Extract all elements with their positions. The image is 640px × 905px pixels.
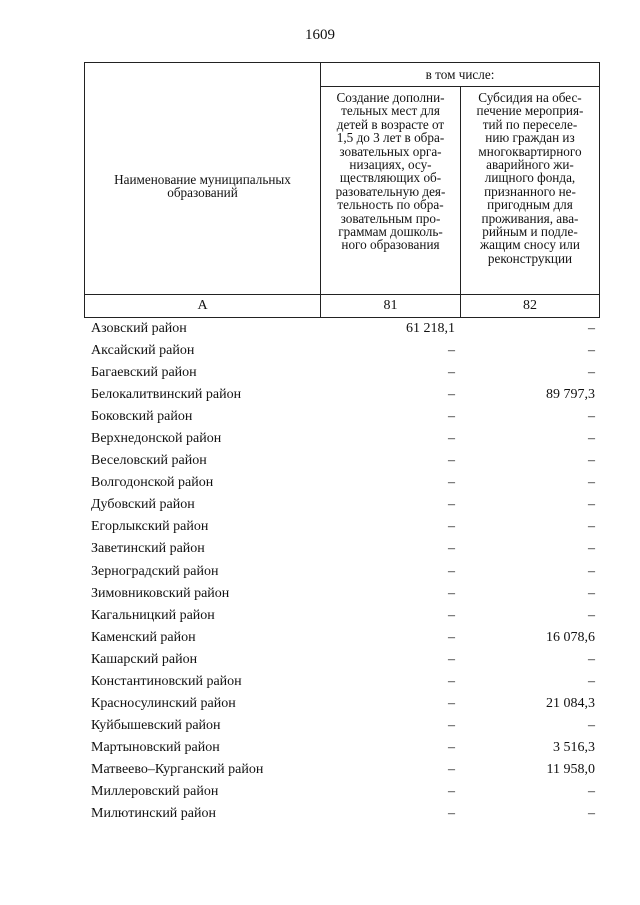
value-col-82: –	[588, 783, 595, 799]
header-col-81-line: разовательную дея-	[335, 183, 446, 199]
table-row	[84, 627, 600, 649]
header-col-82-line: лищного фонда,	[484, 170, 576, 186]
district-name: Мартыновский район	[91, 739, 220, 755]
value-col-82: 16 078,6	[546, 629, 595, 645]
district-name: Матвеево–Курганский район	[91, 761, 264, 777]
table-row	[84, 561, 600, 583]
value-col-82: –	[588, 431, 595, 447]
table-row	[84, 318, 600, 340]
table-row	[84, 494, 600, 516]
header-col-82-line: аварийного жи-	[486, 157, 574, 173]
table-body	[84, 318, 600, 825]
header-col-81-line: ного образования	[341, 237, 440, 253]
value-col-81: –	[448, 409, 455, 425]
value-col-81: 61 218,1	[406, 321, 455, 336]
table-row	[84, 781, 600, 803]
district-name: Егорлыкский район	[91, 519, 209, 535]
header-col-82-line: признанного не-	[484, 183, 576, 199]
column-number-a: А	[84, 294, 321, 318]
table-row	[84, 759, 600, 781]
district-name: Волгодонской район	[91, 475, 214, 491]
table-row	[84, 803, 600, 825]
value-col-82: –	[588, 321, 595, 336]
value-col-81: –	[448, 607, 455, 623]
district-name: Азовский район	[91, 321, 187, 336]
header-including: в том числе:	[320, 62, 600, 87]
district-name: Миллеровский район	[91, 783, 219, 799]
header-col-82-line: многоквартирного	[478, 143, 582, 159]
table-row	[84, 362, 600, 384]
district-name: Багаевский район	[91, 365, 197, 381]
value-col-82: 11 958,0	[546, 761, 595, 777]
value-col-82: –	[588, 409, 595, 425]
value-col-81: –	[448, 629, 455, 645]
table-row	[84, 605, 600, 627]
table-row	[84, 406, 600, 428]
value-col-81: –	[448, 453, 455, 469]
value-col-81: –	[448, 651, 455, 667]
header-col-82-line: пригодным для	[487, 197, 573, 213]
district-name: Милютинский район	[91, 806, 217, 822]
header-col-81-line: 1,5 до 3 лет в обра-	[336, 130, 445, 146]
header-col-82-line: нию граждан из	[485, 130, 575, 146]
table-row	[84, 649, 600, 671]
value-col-82: –	[588, 717, 595, 733]
table-row	[84, 516, 600, 538]
district-name: Каменский район	[91, 629, 196, 645]
table-row	[84, 715, 600, 737]
value-col-81: –	[448, 343, 455, 359]
header-col-81-line: ществляющих об-	[339, 170, 442, 186]
value-col-82: –	[588, 519, 595, 535]
table-row	[84, 428, 600, 450]
value-col-81: –	[448, 497, 455, 513]
district-name: Красносулинский район	[91, 695, 236, 711]
value-col-82: –	[588, 475, 595, 491]
header-col-81-line: зовательным про-	[340, 210, 441, 226]
district-name: Кагальницкий район	[91, 607, 215, 623]
table-header	[84, 62, 600, 318]
table-row	[84, 472, 600, 494]
value-col-82: –	[588, 343, 595, 359]
header-col-82-line: жащим сносу или	[480, 237, 580, 253]
value-col-81: –	[448, 695, 455, 711]
district-name: Аксайский район	[91, 343, 195, 359]
district-name: Константиновский район	[91, 673, 242, 689]
district-name: Куйбышевский район	[91, 717, 221, 733]
value-col-81: –	[448, 519, 455, 535]
header-col-82	[460, 86, 600, 295]
value-col-82: –	[588, 651, 595, 667]
value-col-81: –	[448, 365, 455, 381]
header-col-81-line: низациях, осу-	[349, 157, 432, 173]
header-col-82-line: реконструкции	[487, 250, 573, 266]
value-col-82: –	[588, 563, 595, 579]
table-row	[84, 450, 600, 472]
page-number: 1609	[305, 27, 335, 43]
header-col-81-line: Создание дополни-	[336, 90, 445, 105]
column-number-82: 82	[460, 294, 600, 318]
header-municipality-name-text: Наименование муниципальных образований	[114, 171, 291, 200]
header-col-82-line: Субсидия на обес-	[478, 90, 582, 105]
value-col-81: –	[448, 387, 455, 403]
header-col-82-line: проживания, ава-	[481, 210, 579, 226]
district-name: Боковский район	[91, 409, 193, 425]
header-col-82-line: рийным и подле-	[482, 224, 578, 240]
value-col-82: 21 084,3	[546, 695, 595, 711]
value-col-81: –	[448, 585, 455, 601]
value-col-82: –	[588, 806, 595, 822]
table-row	[84, 693, 600, 715]
header-col-81-line: тельность по обра-	[337, 197, 444, 213]
value-col-82: –	[588, 607, 595, 623]
value-col-81: –	[448, 783, 455, 799]
table-row	[84, 538, 600, 560]
value-col-81: –	[448, 541, 455, 557]
value-col-82: –	[588, 585, 595, 601]
district-name: Дубовский район	[91, 497, 195, 513]
header-col-82-line: печение мероприя-	[476, 103, 584, 119]
header-col-81-line: детей в возрасте от	[336, 116, 445, 132]
table-row	[84, 340, 600, 362]
district-name: Зерноградский район	[91, 563, 219, 579]
value-col-81: –	[448, 739, 455, 755]
value-col-81: –	[448, 806, 455, 822]
value-col-82: –	[588, 673, 595, 689]
value-col-81: –	[448, 761, 455, 777]
district-name: Верхнедонской район	[91, 431, 222, 447]
value-col-82: –	[588, 497, 595, 513]
district-name: Кашарский район	[91, 651, 198, 667]
district-name: Белокалитвинский район	[91, 387, 242, 403]
value-col-82: –	[588, 453, 595, 469]
header-municipality-name	[84, 62, 321, 318]
value-col-81: –	[448, 717, 455, 733]
district-name: Веселовский район	[91, 453, 207, 469]
value-col-81: –	[448, 431, 455, 447]
header-col-81-line: тельных мест для	[341, 103, 440, 119]
value-col-81: –	[448, 563, 455, 579]
table-row	[84, 671, 600, 693]
header-col-81	[320, 86, 461, 295]
value-col-82: –	[588, 365, 595, 381]
value-col-82: 89 797,3	[546, 387, 595, 403]
table-row	[84, 737, 600, 759]
header-col-81-line: граммам дошколь-	[338, 224, 443, 240]
value-col-81: –	[448, 673, 455, 689]
header-col-82-line: тий по переселе-	[482, 116, 578, 132]
table-row	[84, 583, 600, 605]
district-name: Заветинский район	[91, 541, 205, 557]
column-number-81: 81	[320, 294, 461, 318]
district-name: Зимовниковский район	[91, 585, 230, 601]
value-col-82: 3 516,3	[553, 739, 595, 755]
value-col-82: –	[588, 541, 595, 557]
header-col-81-line: зовательных орга-	[339, 143, 442, 159]
table-row	[84, 384, 600, 406]
value-col-81: –	[448, 475, 455, 491]
